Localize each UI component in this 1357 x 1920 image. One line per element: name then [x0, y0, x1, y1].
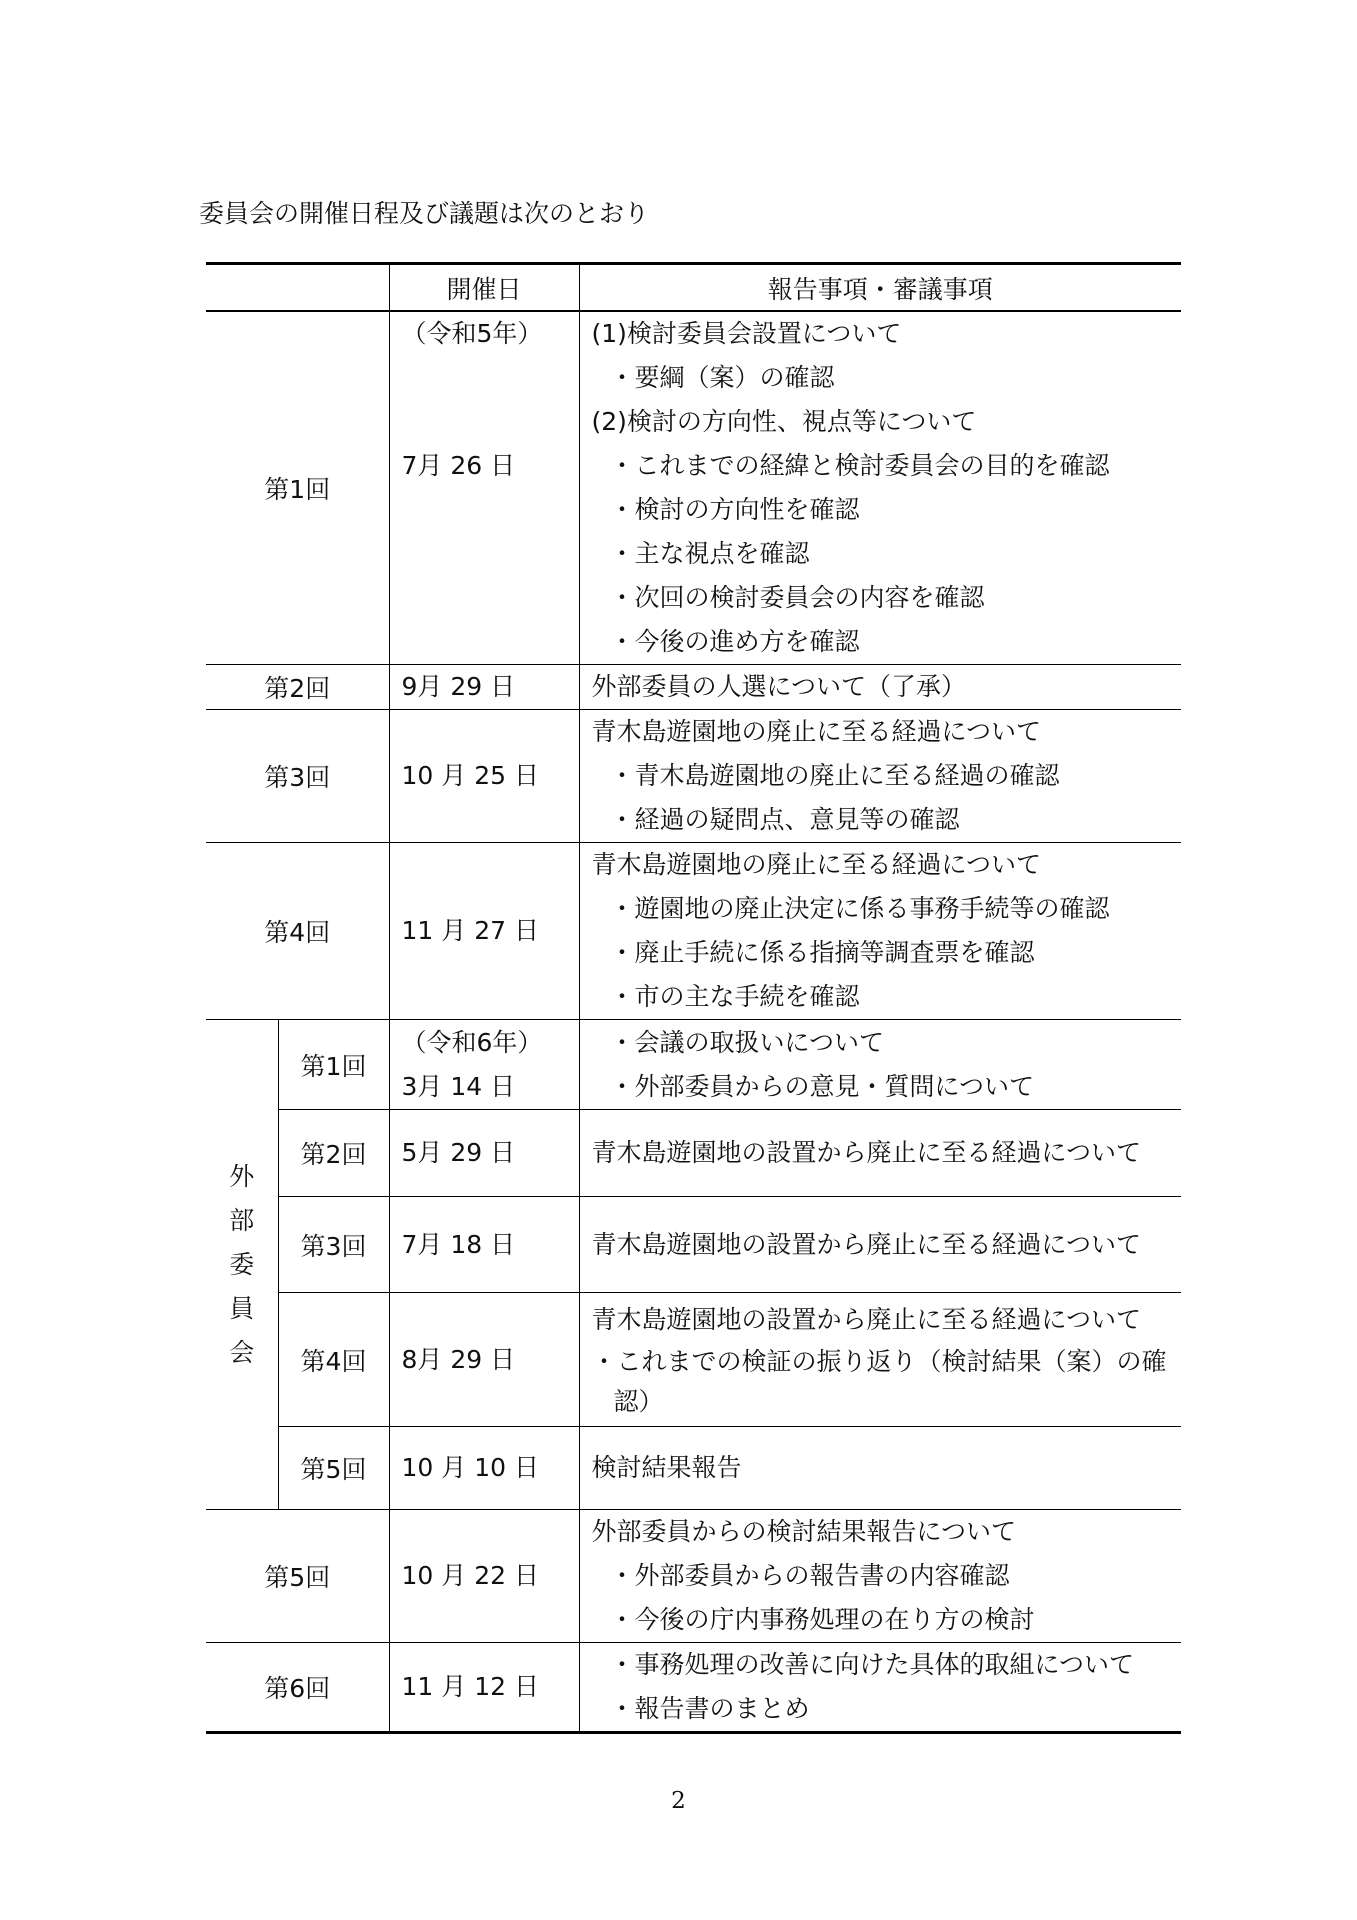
item-text: 青木島遊園地の設置から廃止に至る経過について [591, 1304, 1142, 1334]
item-text: 青木島遊園地の設置から廃止に至る経過について [591, 1229, 1142, 1259]
item-text: ・外部委員からの報告書の内容確認 [609, 1561, 1010, 1590]
date-label: 8月 29 日 [401, 1344, 516, 1374]
item-text: 外部委員からの検討結果報告について [591, 1517, 1017, 1546]
date-cell [389, 665, 579, 710]
date-label: 5月 29 日 [401, 1138, 516, 1167]
intro-text: 委員会の開催日程及び議題は次のとおり [199, 199, 650, 228]
table-row [206, 311, 1181, 665]
round-cell: 第1回 [278, 1020, 389, 1110]
item-text: ・報告書のまとめ [609, 1694, 810, 1723]
date-cell [389, 710, 579, 843]
table-row [206, 665, 1181, 710]
item-text: (1)検討委員会設置について [591, 319, 902, 348]
table-row [206, 1427, 1181, 1510]
item-text: ・これまでの検証の振り返り（検討結果（案）の確認） [591, 1346, 1167, 1416]
date-cell [389, 1427, 579, 1510]
table-row [206, 1197, 1181, 1293]
items-cell [579, 311, 1181, 665]
item-text: 青木島遊園地の廃止に至る経過について [591, 717, 1042, 746]
item-text: ・今後の庁内事務処理の在り方の検討 [609, 1605, 1035, 1634]
table-row [206, 843, 1181, 1020]
item-text: ・市の主な手続を確認 [609, 982, 860, 1011]
item-text: ・遊園地の廃止決定に係る事務手続等の確認 [609, 894, 1110, 923]
item-text: ・主な視点を確認 [609, 539, 810, 568]
item-text: 青木島遊園地の廃止に至る経過について [591, 850, 1042, 879]
vertical-char: 外 [229, 1161, 255, 1191]
date-cell [389, 1510, 579, 1643]
date-label: 7月 18 日 [401, 1229, 516, 1259]
date-cell [389, 1643, 579, 1733]
round-cell: 第5回 [206, 1510, 389, 1643]
vertical-char: 委 [229, 1249, 255, 1279]
date-cell [389, 843, 579, 1020]
round-cell: 第6回 [206, 1643, 389, 1733]
date-label: 11 月 12 日 [401, 1672, 539, 1701]
items-cell [579, 1643, 1181, 1733]
item-text: (2)検討の方向性、視点等について [591, 407, 977, 436]
header-items: 報告事項・審議事項 [579, 264, 1181, 312]
item-text: ・これまでの経緯と検討委員会の目的を確認 [609, 451, 1110, 480]
header-date: 開催日 [389, 264, 579, 312]
round-cell: 第4回 [278, 1293, 389, 1427]
items-cell [579, 1020, 1181, 1110]
vertical-char: 会 [229, 1337, 255, 1367]
items-cell [579, 710, 1181, 843]
item-text: ・廃止手続に係る指摘等調査票を確認 [609, 938, 1035, 967]
item-text: ・経過の疑問点、意見等の確認 [609, 805, 960, 834]
table-row [206, 1020, 1181, 1110]
header-round [206, 264, 389, 312]
round-cell: 第2回 [278, 1110, 389, 1197]
items-cell [579, 1110, 1181, 1197]
date-cell [389, 1020, 579, 1110]
items-cell [579, 665, 1181, 710]
table-row [206, 710, 1181, 843]
item-text: 検討結果報告 [591, 1453, 742, 1482]
year-label: （令和5年） [401, 319, 543, 348]
date-label: 7月 26 日 [401, 451, 516, 480]
item-text: ・会議の取扱いについて [609, 1027, 885, 1057]
items-cell [579, 843, 1181, 1020]
table-row [206, 1510, 1181, 1643]
round-cell: 第5回 [278, 1427, 389, 1510]
item-text: ・外部委員からの意見・質問について [609, 1071, 1035, 1101]
date-label: 10 月 25 日 [401, 761, 539, 790]
date-label: 9月 29 日 [401, 672, 516, 701]
year-label: （令和6年） [401, 1027, 543, 1057]
round-cell: 第3回 [278, 1197, 389, 1293]
items-cell [579, 1197, 1181, 1293]
date-cell [389, 1293, 579, 1427]
date-cell [389, 311, 579, 665]
item-text: 青木島遊園地の設置から廃止に至る経過について [591, 1138, 1142, 1167]
item-text: ・今後の進め方を確認 [609, 627, 860, 656]
items-cell [579, 1427, 1181, 1510]
date-label: 10 月 22 日 [401, 1561, 539, 1590]
table-row [206, 1110, 1181, 1197]
item-text: ・検討の方向性を確認 [609, 495, 860, 524]
round-cell: 第3回 [206, 710, 389, 843]
item-text: ・事務処理の改善に向けた具体的取組について [609, 1650, 1135, 1679]
item-text: ・要綱（案）の確認 [609, 363, 835, 392]
items-cell [579, 1293, 1181, 1427]
round-cell: 第1回 [206, 311, 389, 665]
vertical-char: 部 [229, 1205, 255, 1235]
date-cell [389, 1197, 579, 1293]
item-text: ・次回の検討委員会の内容を確認 [609, 583, 985, 612]
round-cell: 第4回 [206, 843, 389, 1020]
table-row [206, 1293, 1181, 1427]
date-label: 11 月 27 日 [401, 916, 539, 945]
date-label: 10 月 10 日 [401, 1453, 539, 1482]
item-text: 外部委員の人選について（了承） [591, 672, 967, 701]
item-text: ・青木島遊園地の廃止に至る経過の確認 [609, 761, 1060, 790]
vertical-char: 員 [229, 1293, 255, 1323]
external-committee-label [206, 1020, 278, 1510]
date-cell [389, 1110, 579, 1197]
schedule-table [206, 262, 1181, 1734]
page-number: 2 [671, 1788, 686, 1814]
table-row [206, 1643, 1181, 1733]
items-cell [579, 1510, 1181, 1643]
round-cell: 第2回 [206, 665, 389, 710]
date-label: 3月 14 日 [401, 1071, 516, 1101]
table-header-row [206, 264, 1181, 312]
